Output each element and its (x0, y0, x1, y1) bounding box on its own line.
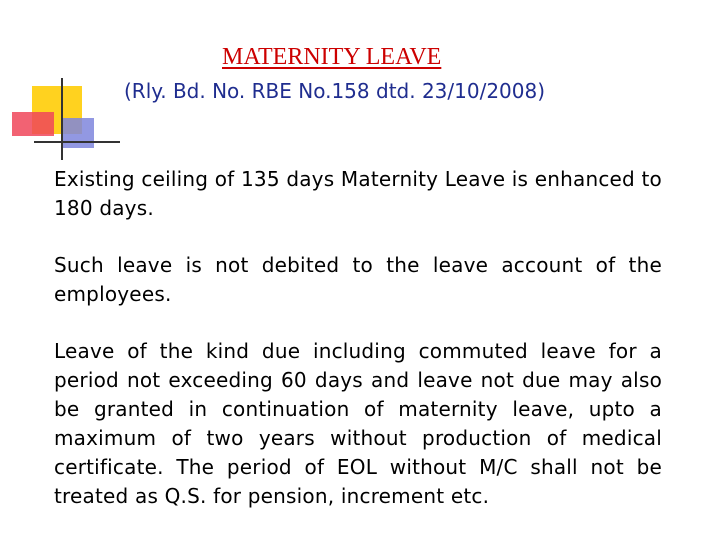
blue-square (62, 118, 94, 148)
bullet-paragraph-continuation: Leave of the kind due including commuted leave for a period not exceeding 60 days and leave not due may also be granted in continuation of maternity leave, upto a maximum of two years without production of medical certificate. The period of EOL without M/C shall not be treated as Q.S. for pension, increment etc. (54, 339, 662, 508)
decorative-squares-graphic (0, 0, 130, 170)
slide-title: MATERNITY LEAVE (222, 44, 442, 70)
red-square (12, 112, 54, 136)
slide-subtitle: (Rly. Bd. No. RBE No.158 dtd. 23/10/2008) (124, 79, 546, 103)
bullet-paragraph-ceiling: Existing ceiling of 135 days Maternity Leave is enhanced to 180 days. (54, 167, 662, 220)
bullet-paragraph-not-debited: Such leave is not debited to the leave account of the employees. (54, 253, 662, 306)
